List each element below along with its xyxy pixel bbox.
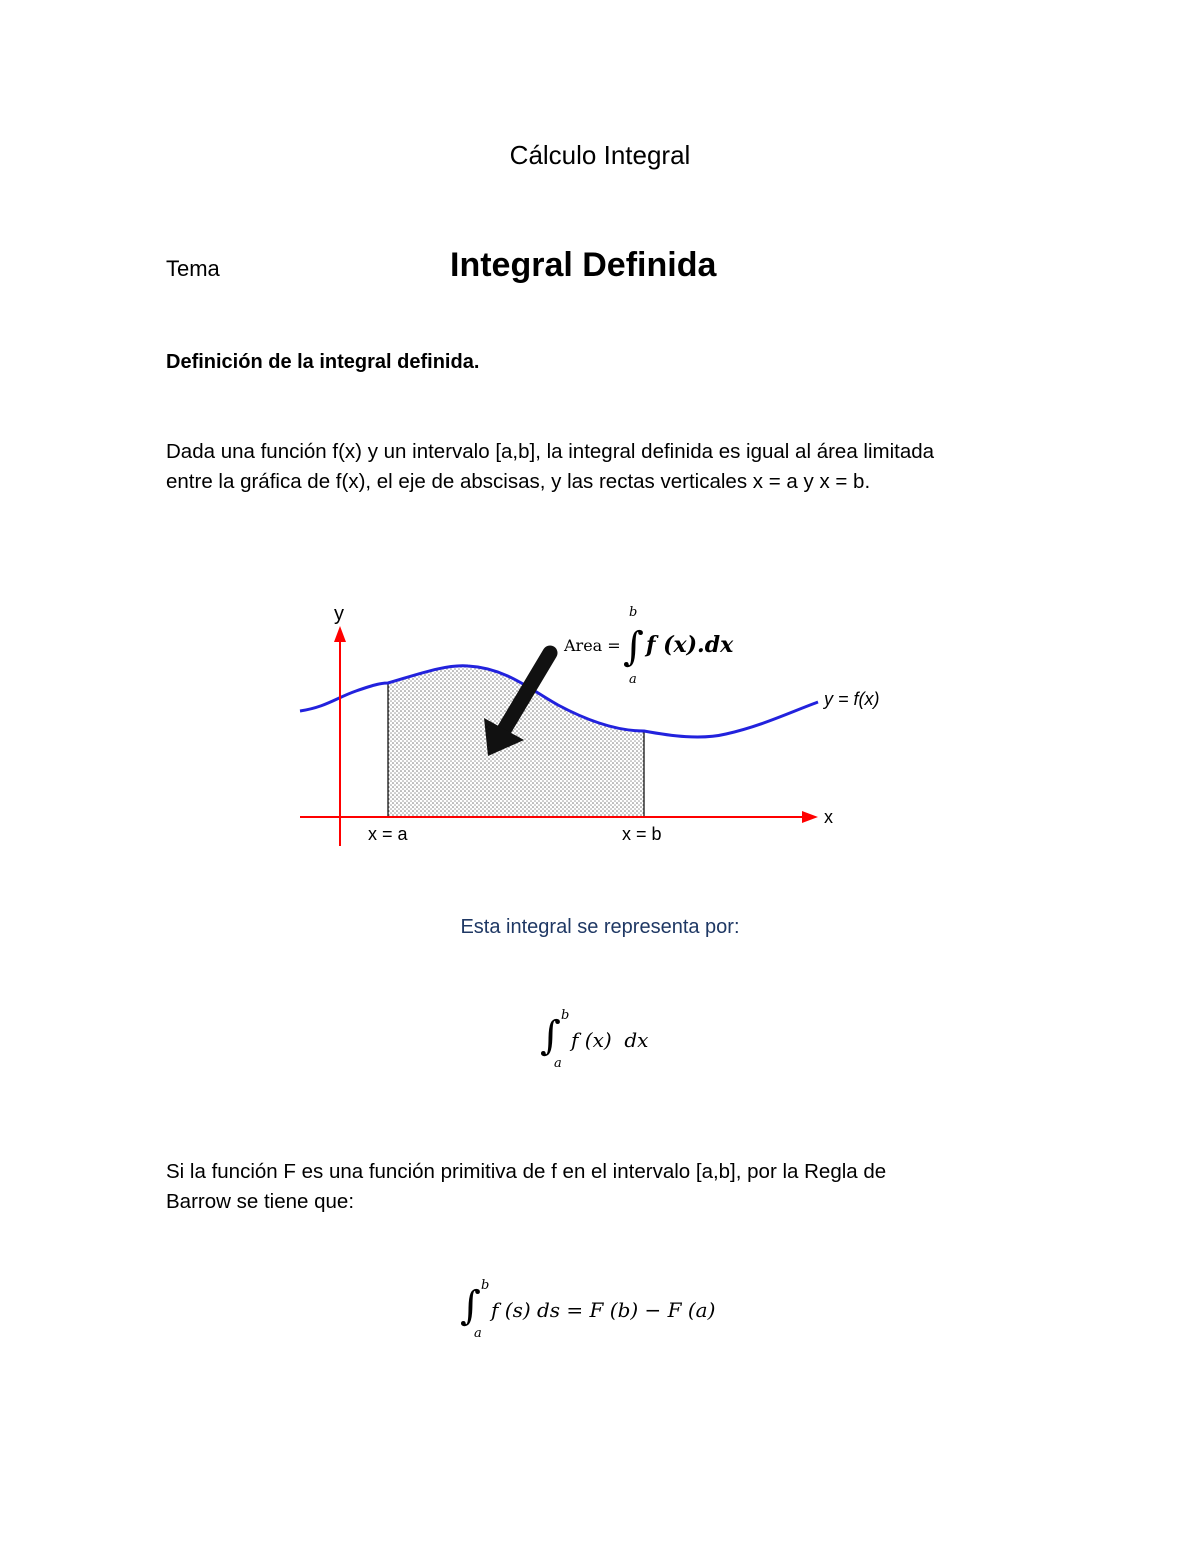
formula-1-upper-limit: b <box>561 1008 570 1023</box>
area-integral-lower: a <box>629 672 637 687</box>
integral-sign: ∫ <box>540 1013 561 1059</box>
section-heading: Definición de la integral definida. <box>166 351 480 373</box>
area-integrand: f (x).dx <box>646 632 734 658</box>
integral-sign: ∫ <box>460 1283 481 1329</box>
barrow-paragraph <box>166 1157 1066 1217</box>
area-label: Area = <box>564 636 621 655</box>
representation-caption: Esta integral se representa por: <box>460 916 740 938</box>
definition-paragraph <box>166 437 1066 497</box>
curve-label: y = f(x) <box>824 689 880 709</box>
formula-2-upper-limit: b <box>481 1278 490 1293</box>
definition-line-2: entre la gráfica de f(x), el eje de abscisas, y las rectas verticales x = a y x = b. <box>166 470 871 493</box>
definite-integral-figure <box>296 590 896 860</box>
formula-1-integrand: f (x) dx <box>571 1028 649 1052</box>
y-axis-arrowhead <box>334 626 346 642</box>
x-axis-label: x <box>824 807 833 827</box>
barrow-formula <box>460 1280 780 1344</box>
definition-line-1: Dada una función f(x) y un intervalo [a,b], la integral definida es igual al área limitada <box>166 440 935 463</box>
barrow-line-1: Si la función F es una función primitiva de f en el intervalo [a,b], por la Regla de <box>166 1160 887 1183</box>
formula-2-lower-limit: a <box>474 1326 482 1341</box>
y-axis-label: y <box>334 603 344 625</box>
document-title: Cálculo Integral <box>509 140 691 170</box>
integral-formula-1 <box>540 1010 680 1074</box>
x-b-label: x = b <box>622 824 662 844</box>
area-integral-sign: ∫ <box>623 624 644 670</box>
topic-label: Tema <box>166 256 220 281</box>
topic-title: Integral Definida <box>450 246 717 284</box>
barrow-line-2: Barrow se tiene que: <box>166 1190 355 1213</box>
x-a-label: x = a <box>368 824 408 844</box>
area-integral-upper: b <box>629 605 638 620</box>
x-axis-arrowhead <box>802 811 818 823</box>
formula-2-expression: f (s) ds = F (b) − F (a) <box>491 1298 716 1322</box>
formula-1-lower-limit: a <box>554 1056 562 1071</box>
